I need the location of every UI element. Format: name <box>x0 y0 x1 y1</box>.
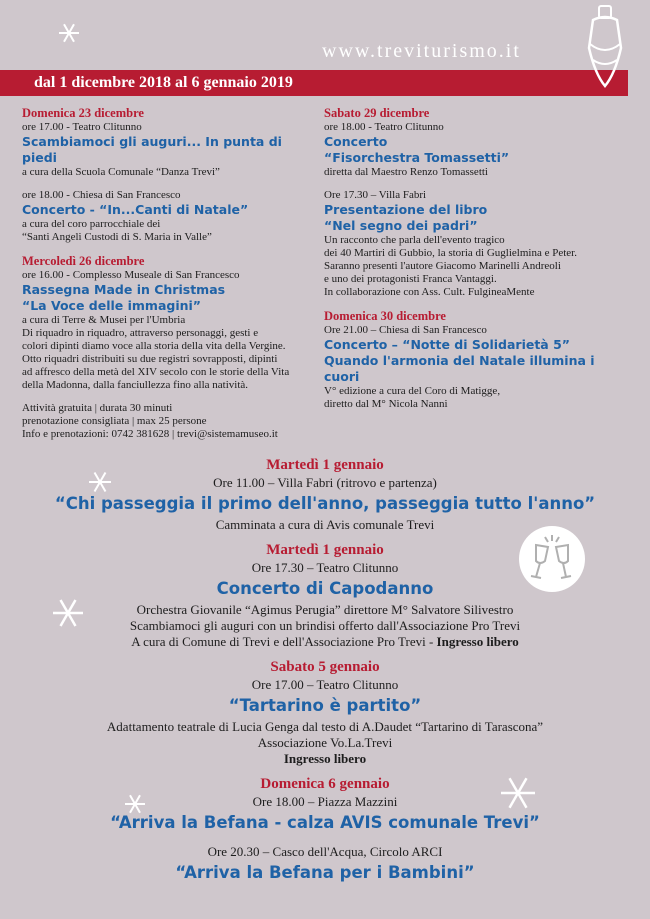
event-time: Ore 11.00 – Villa Fabri (ritrovo e partenza) <box>213 475 437 490</box>
event-title: “Nel segno dei padri” <box>324 218 478 233</box>
january-events <box>0 456 650 894</box>
event-description: Saranno presenti l'autore Giacomo Marinelli Andreoli <box>324 260 561 272</box>
event-time: ore 18.00 - Teatro Clitunno <box>324 121 444 133</box>
event-time: ore 16.00 - Complesso Museale di San Francesco <box>22 269 240 281</box>
event-day: Domenica 23 dicembre <box>22 106 144 120</box>
event-description: Di riquadro in riquadro, attraverso personaggi, gesti e <box>22 327 259 339</box>
event <box>324 189 624 299</box>
event-title: “Tartarino è partito” <box>228 696 422 715</box>
event-title: Rassegna Made in Christmas <box>22 282 226 297</box>
right-column <box>324 106 624 421</box>
event-day: Martedì 1 gennaio <box>266 457 384 473</box>
event-description <box>0 735 650 751</box>
event-description: e uno dei protagonisti Franca Vantaggi. <box>324 273 497 285</box>
event <box>0 456 650 533</box>
event-description <box>0 517 650 533</box>
event-day: Domenica 30 dicembre <box>324 309 446 323</box>
event <box>22 402 312 441</box>
event-description: Info e prenotazioni: 0742 381628 | trevi@sistemamuseo.it <box>22 428 278 440</box>
event <box>22 106 312 179</box>
free-entry-label: Ingresso libero <box>436 634 519 649</box>
event-time: Ore 17.30 – Teatro Clitunno <box>251 560 399 575</box>
event-title: Concerto – “Notte di Solidarietà 5” <box>324 337 571 352</box>
event-description: dei 40 Martiri di Gubbio, la storia di Guglielmina e Peter. <box>324 247 577 259</box>
event-time: Ore 17.00 – Teatro Clitunno <box>251 677 399 692</box>
date-range-banner: dal 1 dicembre 2018 al 6 gennaio 2019 <box>0 70 628 96</box>
event-title: “Chi passeggia il primo dell'anno, passeggia tutto l'anno” <box>54 494 596 513</box>
event-title: Concerto - “In...Canti di Natale” <box>22 202 249 217</box>
event-description: a cura del coro parrocchiale dei <box>22 218 161 230</box>
event-description-text: Scambiamoci gli auguri con un brindisi offerto dall'Associazione Pro Trevi <box>129 618 521 633</box>
event-description: In collaborazione con Ass. Cult. FulgineaMente <box>324 286 535 298</box>
event-description: diretta dal Maestro Renzo Tomassetti <box>324 166 488 178</box>
event-description: ad affresco della metà del XIV secolo con le storie della Vita <box>22 366 290 378</box>
event-description: colori dipinti diamo voce alla storia della vita della Vergine. <box>22 340 286 352</box>
event-description: “Santi Angeli Custodi di S. Maria in Valle” <box>22 231 212 243</box>
event-description <box>0 618 650 634</box>
event-day: Sabato 5 gennaio <box>270 659 380 675</box>
event-title: Concerto <box>324 134 388 149</box>
event-time: Ore 20.30 – Casco dell'Acqua, Circolo ARCI <box>207 844 443 859</box>
free-entry-label: Ingresso libero <box>283 751 367 766</box>
event-description <box>0 602 650 618</box>
event-title: Scambiamoci gli auguri... In punta di piedi <box>22 134 282 165</box>
event-title: “La Voce delle immagini” <box>22 298 202 313</box>
christmas-ornament-icon <box>585 4 625 88</box>
event-day: Mercoledì 26 dicembre <box>22 254 145 268</box>
event-description: Otto riquadri distribuiti su due registri sovrapposti, dipinti <box>22 353 278 365</box>
event-title: “Arriva la Befana - calza AVIS comunale Trevi” <box>110 813 540 832</box>
event-description-text: Associazione Vo.La.Trevi <box>257 735 393 750</box>
event <box>0 844 650 886</box>
event-description: della Madonna, dalla fanciullezza fino alla natività. <box>22 379 249 391</box>
event-day: Martedì 1 gennaio <box>266 542 384 558</box>
event-title: “Fisorchestra Tomassetti” <box>324 150 510 165</box>
event-time: Ore 18.00 – Piazza Mazzini <box>252 794 398 809</box>
event-description: diretto dal M° Nicola Nanni <box>324 398 448 410</box>
event-title: Presentazione del libro <box>324 202 488 217</box>
event-day: Sabato 29 dicembre <box>324 106 430 120</box>
event-description: a cura di Terre & Musei per l'Umbria <box>22 314 186 326</box>
event-description <box>0 719 650 735</box>
event <box>0 775 650 836</box>
event-description-text: Adattamento teatrale di Lucia Genga dal testo di A.Daudet “Tartarino di Tarascona” <box>106 719 544 734</box>
event-description <box>0 634 650 650</box>
event-title: Concerto di Capodanno <box>216 579 434 598</box>
event-time: Ore 17.30 – Villa Fabri <box>324 189 427 201</box>
event <box>22 254 312 392</box>
event-description: a cura della Scuola Comunale “Danza Trevi” <box>22 166 220 178</box>
site-url[interactable]: www.treviturismo.it <box>322 40 521 62</box>
event-description: Attività gratuita | durata 30 minuti <box>22 402 173 414</box>
snowflake-icon <box>58 22 80 44</box>
event-description: V° edizione a cura del Coro di Matigge, <box>324 385 501 397</box>
event-description-text: Orchestra Giovanile “Agimus Perugia” direttore M° Salvatore Silivestro <box>136 602 514 617</box>
event-time: Ore 21.00 – Chiesa di San Francesco <box>324 324 487 336</box>
event-title: “Arriva la Befana per i Bambini” <box>175 863 475 882</box>
event <box>22 189 312 244</box>
event <box>324 106 624 179</box>
event <box>0 541 650 650</box>
event-day: Domenica 6 gennaio <box>260 776 390 792</box>
event-description: prenotazione consigliata | max 25 persone <box>22 415 207 427</box>
event-time: ore 18.00 - Chiesa di San Francesco <box>22 189 181 201</box>
left-column <box>22 106 312 451</box>
event-description-text: A cura di Comune di Trevi e dell'Associazione Pro Trevi - <box>131 634 437 649</box>
event-description-text: Camminata a cura di Avis comunale Trevi <box>215 517 435 532</box>
event-title: Quando l'armonia del Natale illumina i cuori <box>324 353 595 384</box>
event-time: ore 17.00 - Teatro Clitunno <box>22 121 142 133</box>
event-description: Un racconto che parla dell'evento tragico <box>324 234 505 246</box>
event <box>0 658 650 767</box>
event <box>324 309 624 411</box>
